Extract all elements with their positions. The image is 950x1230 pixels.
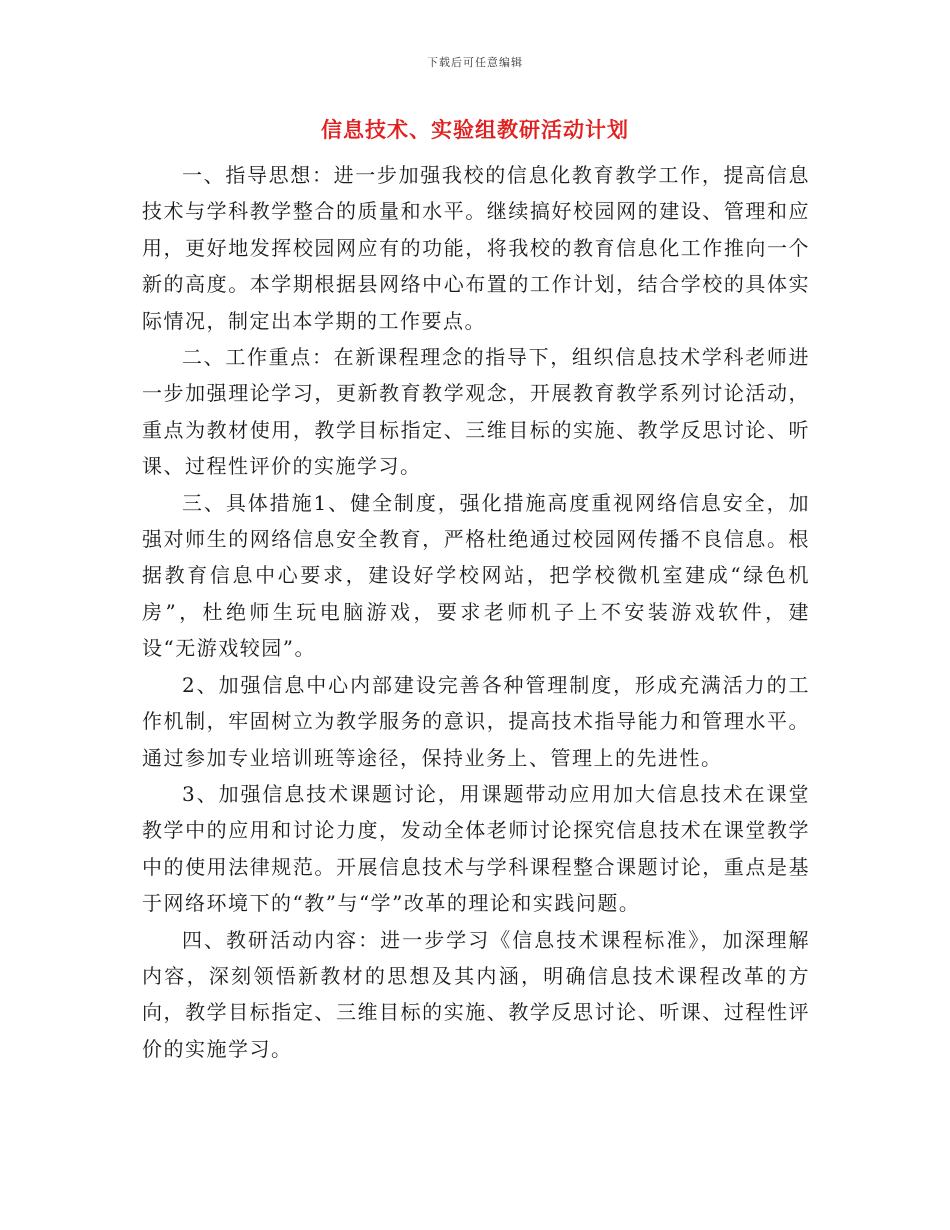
paragraph-research-content: 四、教研活动内容：进一步学习《信息技术课程标准》，加深理解内容，深刻领悟新教材的思想及其内涵，明确信息技术课程改革的方向，教学目标指定、三维目标的实施、教学反思讨论、听课、过程性评价的实施学习。 xyxy=(142,927,810,1061)
paragraph-measures-1: 三、具体措施1、健全制度，强化措施高度重视网络信息安全，加强对师生的网络信息安全教育，严格杜绝通过校园网传播不良信息。根据教育信息中心要求，建设好学校网站，把学校微机室建成“绿色机房”，杜绝师生玩电脑游戏，要求老师机子上不安装游戏软件，建设“无游戏较园”。 xyxy=(142,490,810,661)
document-body xyxy=(142,157,810,1067)
page-header: 下载后可任意编辑 xyxy=(427,56,523,69)
paragraph-measures-2: 2、加强信息中心内部建设完善各种管理制度，形成充满活力的工作机制，牢固树立为教学服务的意识，提高技术指导能力和管理水平。通过参加专业培训班等途径，保持业务上、管理上的先进性。 xyxy=(142,672,810,770)
document-title: 信息技术、实验组教研活动计划 xyxy=(321,118,629,142)
paragraph-work-focus: 二、工作重点：在新课程理念的指导下，组织信息技术学科老师进一步加强理论学习，更新教育教学观念，开展教育教学系列讨论活动，重点为教材使用，教学目标指定、三维目标的实施、教学反思讨论、听课、过程性评价的实施学习。 xyxy=(142,345,810,479)
paragraph-guiding-ideology: 一、指导思想：进一步加强我校的信息化教育教学工作，提高信息技术与学科教学整合的质量和水平。继续搞好校园网的建设、管理和应用，更好地发挥校园网应有的功能，将我校的教育信息化工作推向一个新的高度。本学期根据县网络中心布置的工作计划，结合学校的具体实际情况，制定出本学期的工作要点。 xyxy=(142,163,810,333)
paragraph-measures-3: 3、加强信息技术课题讨论，用课题带动应用加大信息技术在课堂教学中的应用和讨论力度，发动全体老师讨论探究信息技术在课堂教学中的使用法律规范。开展信息技术与学科课程整合课题讨论，重点是基于网络环境下的“教”与“学”改革的理论和实践问题。 xyxy=(142,781,810,916)
